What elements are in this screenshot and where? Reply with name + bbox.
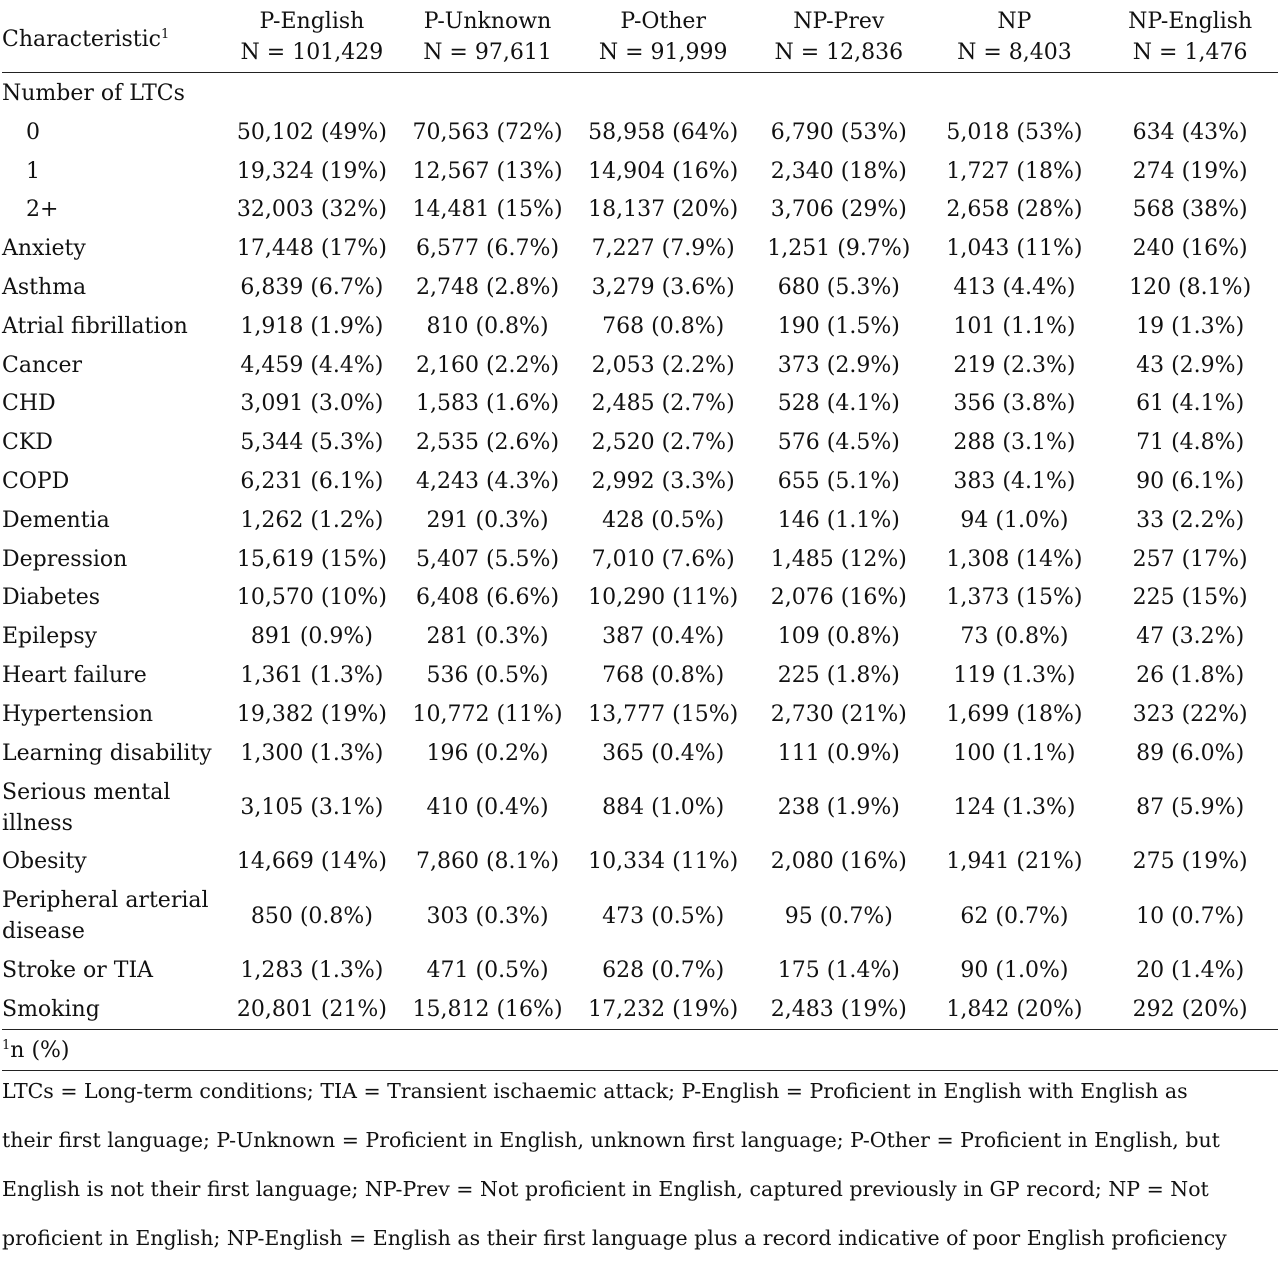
col-name: P-English — [259, 9, 365, 34]
cell-value: 1,300 (1.3%) — [240, 740, 384, 766]
cell-value: 1,727 (18%) — [946, 158, 1083, 184]
row-label: Stroke or TIA — [2, 958, 154, 984]
cell-value: 70,563 (72%) — [412, 119, 563, 145]
cell-value: 536 (0.5%) — [426, 663, 549, 689]
table-row — [2, 191, 1278, 230]
table-row — [2, 268, 1278, 307]
table-row — [2, 773, 1278, 843]
cell-value: 810 (0.8%) — [426, 313, 549, 339]
cell-value: 17,448 (17%) — [236, 236, 387, 262]
table-row — [2, 346, 1278, 385]
cell-value: 288 (3.1%) — [953, 430, 1076, 456]
cell-value: 13,777 (15%) — [588, 701, 739, 727]
cell-value: 47 (3.2%) — [1136, 624, 1245, 650]
cell-value: 109 (0.8%) — [777, 624, 900, 650]
cell-value: 383 (4.1%) — [953, 469, 1076, 495]
footnote-text: n (%) — [10, 1037, 70, 1063]
table-row — [2, 462, 1278, 501]
cell-value: 15,619 (15%) — [236, 546, 387, 572]
cell-value: 473 (0.5%) — [602, 903, 725, 929]
cell-value: 4,459 (4.4%) — [240, 352, 384, 378]
cell-value: 365 (0.4%) — [602, 740, 725, 766]
cell-value: 120 (8.1%) — [1129, 275, 1252, 301]
cell-value: 1,699 (18%) — [946, 701, 1083, 727]
row-label: Hypertension — [2, 701, 154, 727]
cell-value: 850 (0.8%) — [250, 903, 373, 929]
abbreviation-legend: LTCs = Long-term conditions; TIA = Transient ischaemic attack; P-English = Proficient in English with English as their first language; P-Unknown = Proficient in English, unknown first language; P-Other = Proficient in English, but English is not their first language; NP-Prev = Not proficient in English, captured previously in GP record; NP = Not proficient in English; NP-English = English as their first language plus a record indicative of poor English proficiency — [2, 1078, 1227, 1250]
cell-value: 26 (1.8%) — [1136, 663, 1245, 689]
row-label: Learning disability — [2, 740, 212, 766]
table-row — [2, 307, 1278, 346]
cell-value: 2,535 (2.6%) — [416, 430, 560, 456]
cell-value: 225 (1.8%) — [777, 663, 900, 689]
cell-value: 6,839 (6.7%) — [240, 275, 384, 301]
row-label: Depression — [2, 546, 128, 572]
table-row — [2, 951, 1278, 990]
cell-value: 413 (4.4%) — [953, 275, 1076, 301]
cell-value: 257 (17%) — [1132, 546, 1248, 572]
cell-value: 124 (1.3%) — [953, 795, 1076, 821]
row-label: Cancer — [2, 352, 82, 378]
cell-value: 3,091 (3.0%) — [240, 391, 384, 417]
table-body — [2, 73, 1278, 1030]
cell-value: 680 (5.3%) — [777, 275, 900, 301]
table-row — [2, 881, 1278, 951]
cell-value: 2,340 (18%) — [770, 158, 907, 184]
cell-value: 14,904 (16%) — [588, 158, 739, 184]
cell-value: 291 (0.3%) — [426, 507, 549, 533]
col-name: NP-English — [1128, 9, 1253, 34]
cell-value: 4,243 (4.3%) — [416, 469, 560, 495]
cell-value: 2,160 (2.2%) — [416, 352, 560, 378]
cell-value: 1,373 (15%) — [946, 585, 1083, 611]
cell-value: 2,520 (2.7%) — [591, 430, 735, 456]
table-row — [2, 734, 1278, 773]
cell-value: 303 (0.3%) — [426, 903, 549, 929]
cell-value: 1,485 (12%) — [770, 546, 907, 572]
cell-value: 281 (0.3%) — [426, 624, 549, 650]
cell-value: 2,748 (2.8%) — [416, 275, 560, 301]
cell-value: 1,361 (1.3%) — [240, 663, 384, 689]
cell-value: 1,842 (20%) — [927, 990, 1103, 1029]
section-label: Number of LTCs — [2, 80, 185, 106]
cell-value: 240 (16%) — [1132, 236, 1248, 262]
cell-value: 43 (2.9%) — [1136, 352, 1245, 378]
cell-value: 14,481 (15%) — [412, 197, 563, 223]
cell-value: 238 (1.9%) — [777, 795, 900, 821]
cell-value: 7,010 (7.6%) — [591, 546, 735, 572]
cell-value: 62 (0.7%) — [960, 903, 1069, 929]
header-col-p-unknown — [400, 0, 576, 73]
cell-value: 1,918 (1.9%) — [240, 313, 384, 339]
cell-value: 1,262 (1.2%) — [240, 507, 384, 533]
col-name: NP-Prev — [793, 9, 885, 34]
cell-value: 6,577 (6.7%) — [416, 236, 560, 262]
row-label: 0 — [26, 119, 40, 145]
table-row — [2, 656, 1278, 695]
cell-value: 10,772 (11%) — [412, 701, 563, 727]
cell-value: 471 (0.5%) — [426, 958, 549, 984]
cell-value: 20 (1.4%) — [1136, 958, 1245, 984]
cell-value: 5,344 (5.3%) — [240, 430, 384, 456]
cell-value: 528 (4.1%) — [777, 391, 900, 417]
cell-value: 6,408 (6.6%) — [416, 585, 560, 611]
row-label: CKD — [2, 430, 53, 456]
row-label: Smoking — [2, 990, 224, 1029]
header-col-p-other — [575, 0, 751, 73]
col-name: P-Unknown — [423, 9, 552, 34]
cell-value: 884 (1.0%) — [602, 795, 725, 821]
header-characteristic — [2, 0, 224, 73]
col-n: N = 97,611 — [423, 40, 552, 65]
cell-value: 3,105 (3.1%) — [240, 795, 384, 821]
table-footnote — [2, 1030, 1278, 1071]
row-label: Heart failure — [2, 663, 147, 689]
cell-value: 14,669 (14%) — [236, 849, 387, 875]
col-n: N = 101,429 — [240, 40, 384, 65]
row-label: CHD — [2, 391, 56, 417]
cell-value: 90 (6.1%) — [1136, 469, 1245, 495]
cell-value: 387 (0.4%) — [602, 624, 725, 650]
cell-value: 323 (22%) — [1132, 701, 1248, 727]
cell-value: 61 (4.1%) — [1136, 391, 1245, 417]
header-col-np — [927, 0, 1103, 73]
col-n: N = 1,476 — [1132, 40, 1248, 65]
cell-value: 373 (2.9%) — [777, 352, 900, 378]
cell-value: 1,308 (14%) — [946, 546, 1083, 572]
cell-value: 73 (0.8%) — [960, 624, 1069, 650]
cell-value: 100 (1.1%) — [953, 740, 1076, 766]
cell-value: 175 (1.4%) — [777, 958, 900, 984]
cell-value: 410 (0.4%) — [426, 795, 549, 821]
footnote-marker: 1 — [160, 26, 170, 42]
cell-value: 768 (0.8%) — [602, 313, 725, 339]
cell-value: 225 (15%) — [1132, 585, 1248, 611]
row-label: Peripheral arterial disease — [2, 888, 209, 945]
cell-value: 2,730 (21%) — [770, 701, 907, 727]
cell-value: 274 (19%) — [1132, 158, 1248, 184]
cell-value: 634 (43%) — [1132, 119, 1248, 145]
row-label: Asthma — [2, 275, 87, 301]
row-label: Atrial fibrillation — [2, 313, 188, 339]
row-label: Diabetes — [2, 585, 101, 611]
cell-value: 12,567 (13%) — [412, 158, 563, 184]
cell-value: 196 (0.2%) — [426, 740, 549, 766]
footnote-marker: 1 — [2, 1037, 11, 1053]
cell-value: 33 (2.2%) — [1136, 507, 1245, 533]
row-label: Dementia — [2, 507, 110, 533]
cell-value: 1,583 (1.6%) — [416, 391, 560, 417]
cell-value: 19,324 (19%) — [236, 158, 387, 184]
cell-value: 275 (19%) — [1132, 849, 1248, 875]
cell-value: 17,232 (19%) — [575, 990, 751, 1029]
cell-value: 2,658 (28%) — [946, 197, 1083, 223]
cell-value: 5,018 (53%) — [946, 119, 1083, 145]
cell-value: 3,706 (29%) — [770, 197, 907, 223]
table-row — [2, 113, 1278, 152]
cell-value: 3,279 (3.6%) — [591, 275, 735, 301]
row-label: Serious mental illness — [2, 779, 171, 836]
cell-value: 111 (0.9%) — [777, 740, 900, 766]
cell-value: 428 (0.5%) — [602, 507, 725, 533]
cell-value: 20,801 (21%) — [224, 990, 400, 1029]
col-name: P-Other — [620, 9, 706, 34]
col-n: N = 8,403 — [957, 40, 1072, 65]
table-row — [2, 385, 1278, 424]
cell-value: 568 (38%) — [1132, 197, 1248, 223]
cell-value: 768 (0.8%) — [602, 663, 725, 689]
cell-value: 7,860 (8.1%) — [416, 849, 560, 875]
cell-value: 18,137 (20%) — [588, 197, 739, 223]
cell-value: 628 (0.7%) — [602, 958, 725, 984]
cell-value: 356 (3.8%) — [953, 391, 1076, 417]
cell-value: 58,958 (64%) — [588, 119, 739, 145]
section-row — [2, 73, 1278, 114]
row-label: 2+ — [26, 197, 59, 223]
cell-value: 19,382 (19%) — [236, 701, 387, 727]
cell-value: 94 (1.0%) — [960, 507, 1069, 533]
cell-value: 15,812 (16%) — [400, 990, 576, 1029]
table-row — [2, 695, 1278, 734]
cell-value: 90 (1.0%) — [960, 958, 1069, 984]
cell-value: 50,102 (49%) — [236, 119, 387, 145]
cell-value: 101 (1.1%) — [953, 313, 1076, 339]
cell-value: 19 (1.3%) — [1136, 313, 1245, 339]
table-row — [2, 229, 1278, 268]
row-label: 1 — [26, 158, 40, 184]
cell-value: 292 (20%) — [1102, 990, 1278, 1029]
cell-value: 655 (5.1%) — [777, 469, 900, 495]
cell-value: 1,251 (9.7%) — [767, 236, 911, 262]
cell-value: 95 (0.7%) — [784, 903, 893, 929]
cell-value: 10,570 (10%) — [236, 585, 387, 611]
cell-value: 2,485 (2.7%) — [591, 391, 735, 417]
cell-value: 6,231 (6.1%) — [240, 469, 384, 495]
cell-value: 71 (4.8%) — [1136, 430, 1245, 456]
cell-value: 1,283 (1.3%) — [240, 958, 384, 984]
cell-value: 6,790 (53%) — [770, 119, 907, 145]
table-row — [2, 579, 1278, 618]
cell-value: 190 (1.5%) — [777, 313, 900, 339]
header-col-p-english — [224, 0, 400, 73]
cell-value: 87 (5.9%) — [1136, 795, 1245, 821]
cell-value: 10 (0.7%) — [1136, 903, 1245, 929]
header-col-np-prev — [751, 0, 927, 73]
table-row — [2, 990, 1278, 1029]
cell-value: 32,003 (32%) — [236, 197, 387, 223]
row-label: Anxiety — [2, 236, 86, 262]
table-row — [2, 423, 1278, 462]
cell-value: 891 (0.9%) — [250, 624, 373, 650]
col-name: NP — [997, 9, 1032, 34]
table-row — [2, 152, 1278, 191]
table-row — [2, 501, 1278, 540]
table-row — [2, 540, 1278, 579]
table-row — [2, 617, 1278, 656]
table-header — [2, 0, 1278, 73]
cell-value: 1,941 (21%) — [946, 849, 1083, 875]
cell-value: 7,227 (7.9%) — [591, 236, 735, 262]
header-characteristic-label: Characteristic — [2, 26, 161, 52]
cell-value: 2,483 (19%) — [751, 990, 927, 1029]
cell-value: 119 (1.3%) — [953, 663, 1076, 689]
cell-value: 1,043 (11%) — [946, 236, 1083, 262]
cell-value: 219 (2.3%) — [953, 352, 1076, 378]
cell-value: 576 (4.5%) — [777, 430, 900, 456]
characteristics-table — [2, 0, 1278, 1030]
cell-value: 10,334 (11%) — [588, 849, 739, 875]
col-n: N = 91,999 — [598, 40, 728, 65]
row-label: Epilepsy — [2, 624, 98, 650]
cell-value: 2,080 (16%) — [770, 849, 907, 875]
cell-value: 10,290 (11%) — [588, 585, 739, 611]
cell-value: 2,076 (16%) — [770, 585, 907, 611]
cell-value: 89 (6.0%) — [1136, 740, 1245, 766]
header-col-np-english — [1102, 0, 1278, 73]
cell-value: 5,407 (5.5%) — [416, 546, 560, 572]
row-label: COPD — [2, 469, 70, 495]
row-label: Obesity — [2, 849, 87, 875]
col-n: N = 12,836 — [774, 40, 904, 65]
table-row — [2, 843, 1278, 882]
cell-value: 2,992 (3.3%) — [591, 469, 735, 495]
cell-value: 146 (1.1%) — [777, 507, 900, 533]
cell-value: 2,053 (2.2%) — [591, 352, 735, 378]
